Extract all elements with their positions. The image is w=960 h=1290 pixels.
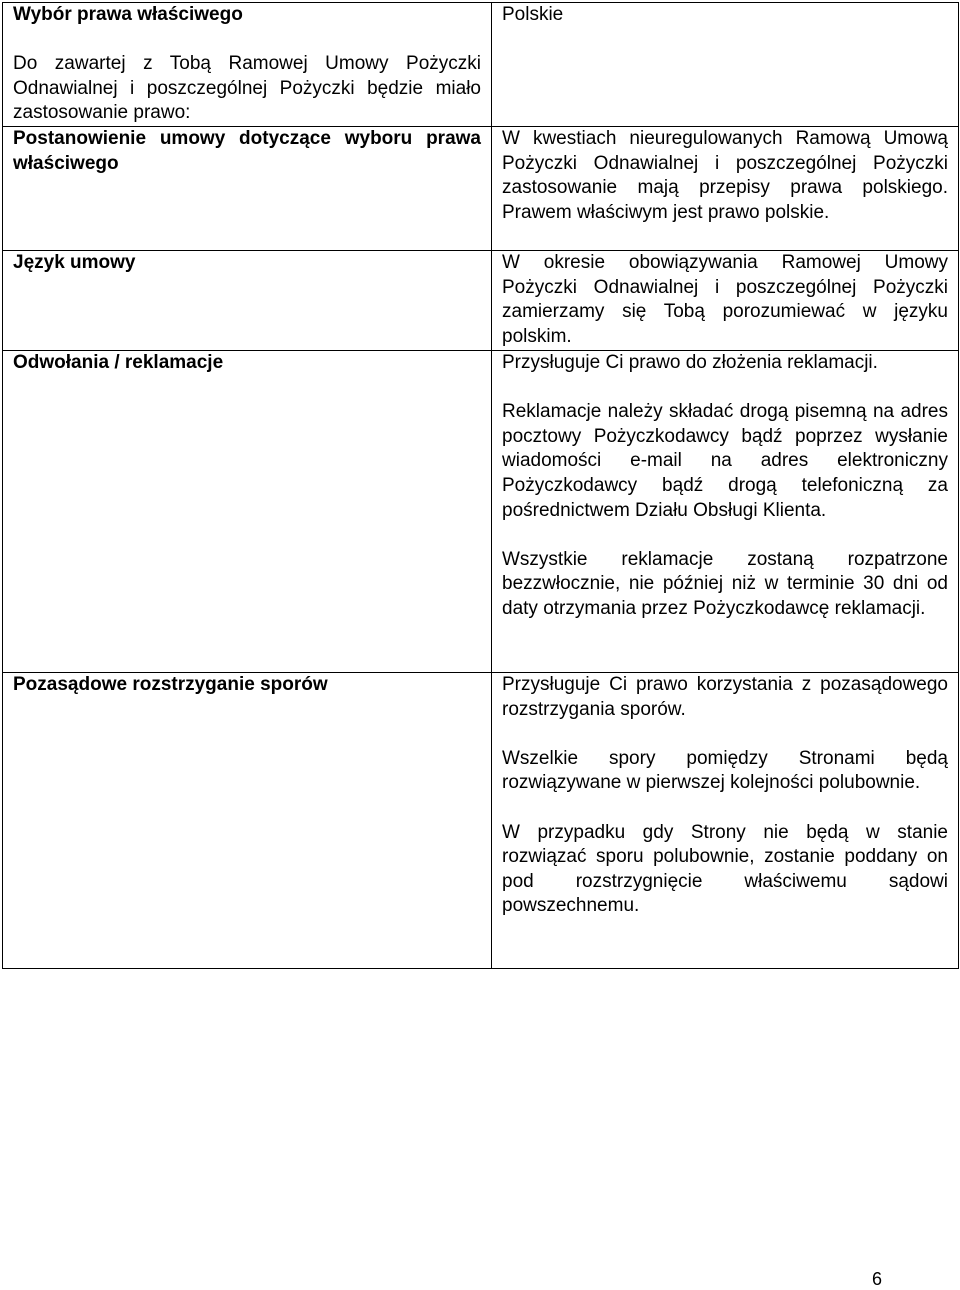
governing-law-intro: Do zawartej z Tobą Ramowej Umowy Pożyczki Odnawialnej i poszczególnej Pożyczki będzie miało zastosowanie prawo: bbox=[13, 53, 481, 124]
governing-law-value-cell bbox=[492, 3, 959, 127]
language-text-cell bbox=[492, 250, 959, 350]
table-row bbox=[3, 250, 959, 350]
adr-label-cell bbox=[3, 672, 492, 968]
table-row bbox=[3, 350, 959, 672]
complaints-paragraph: Wszystkie reklamacje zostaną rozpatrzone bezzwłocznie, nie później niż w terminie 30 dni od daty otrzymania przez Pożyczkodawcę reklamacji. bbox=[502, 548, 948, 619]
table-row bbox=[3, 3, 959, 127]
choice-of-law-text-cell bbox=[492, 126, 959, 250]
choice-of-law-label-cell bbox=[3, 126, 492, 250]
adr-text-cell bbox=[492, 672, 959, 968]
adr-paragraph: W przypadku gdy Strony nie będą w stanie rozwiązać sporu polubownie, zostanie poddany on pod rozstrzygnięcie właściwemu sądowi powszechnemu. bbox=[502, 821, 948, 917]
legal-info-table bbox=[2, 2, 959, 969]
adr-paragraph: Wszelkie spory pomiędzy Stronami będą rozwiązywane w pierwszej kolejności polubownie. bbox=[502, 747, 948, 794]
complaints-paragraph: Reklamacje należy składać drogą pisemną na adres pocztowy Pożyczkodawcy bądź poprzez wysłanie wiadomości e-mail na adres elektroniczny Pożyczkodawcy bądź drogą telefoniczną za pośrednictwem Działu Obsługi Klienta. bbox=[502, 401, 948, 521]
choice-of-law-text: W kwestiach nieuregulowanych Ramową Umową Pożyczki Odnawialnej i poszczególnej Pożyczki zastosowanie mają przepisy prawa polskiego. Prawem właściwym jest prawo polskie. bbox=[502, 127, 948, 223]
governing-law-heading: Wybór prawa właściwego bbox=[13, 4, 243, 25]
governing-law-value: Polskie bbox=[502, 4, 564, 25]
complaints-label-cell bbox=[3, 350, 492, 672]
governing-law-cell bbox=[3, 3, 492, 127]
language-label-cell bbox=[3, 250, 492, 350]
choice-of-law-label: Postanowienie umowy dotyczące wyboru prawa właściwego bbox=[13, 127, 481, 174]
adr-label: Pozasądowe rozstrzyganie sporów bbox=[13, 673, 328, 695]
language-label: Język umowy bbox=[13, 251, 136, 273]
language-text: W okresie obowiązywania Ramowej Umowy Pożyczki Odnawialnej i poszczególnej Pożyczki zamierzamy się Tobą porozumiewać w języku polskim. bbox=[502, 251, 948, 347]
table-row bbox=[3, 126, 959, 250]
table-row bbox=[3, 672, 959, 968]
page-number: 6 bbox=[872, 1269, 883, 1289]
complaints-text-cell bbox=[492, 350, 959, 672]
adr-paragraph: Przysługuje Ci prawo korzystania z pozasądowego rozstrzygania sporów. bbox=[502, 673, 948, 720]
complaints-paragraph: Przysługuje Ci prawo do złożenia reklamacji. bbox=[502, 351, 878, 373]
complaints-label: Odwołania / reklamacje bbox=[13, 351, 224, 373]
